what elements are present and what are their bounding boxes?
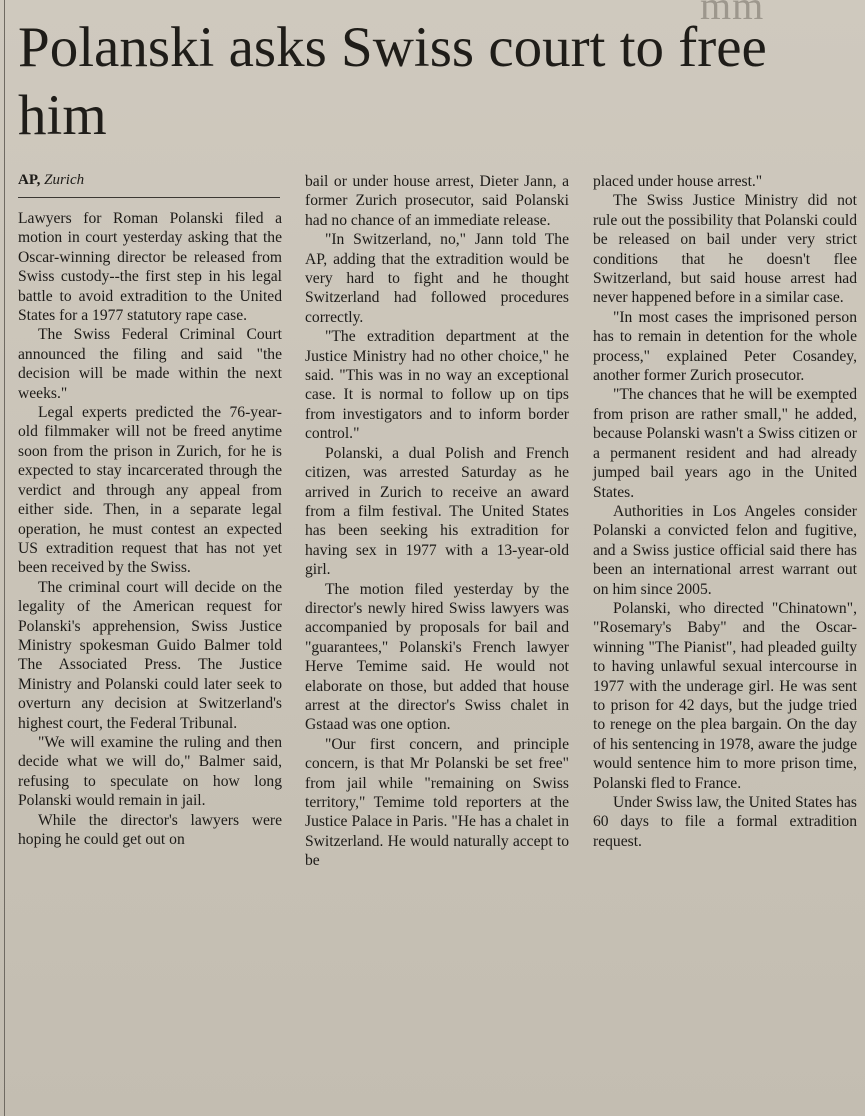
article-paragraph: The motion filed yesterday by the director's newly hired Swiss lawyers was accompanied by proposals for bail and "guarantees," Polanski's French lawyer Herve Temime said. He would not elaborate on those, but added that house arrest at the director's Swiss chalet in Gstaad was one option. — [305, 580, 569, 734]
byline — [18, 172, 280, 189]
article-paragraph: The Swiss Federal Criminal Court announced the filing and said "the decision will be made within the next weeks." — [18, 326, 282, 402]
article-column-1 — [18, 209, 282, 849]
article-paragraph: placed under house arrest." — [593, 173, 763, 190]
article-paragraph: Polanski, who directed "Chinatown", "Rosemary's Baby" and the Oscar-winning "The Pianist", had pleaded guilty to having unlawful sexual intercourse in 1977 with the underage girl. He was sent to prison for 42 days, but the judge tried to renege on the plea bargain. On the day of his sentencing in 1978, aware the judge would sentence him to more prison time, Polanski fled to France. — [593, 599, 857, 792]
byline-location: Zurich — [44, 172, 85, 188]
article-paragraph: Under Swiss law, the United States has 60 days to file a formal extradition request. — [593, 794, 857, 850]
article-paragraph: The criminal court will decide on the legality of the American request for Polanski's apprehension, Swiss Justice Ministry spokesman Guido Balmer told The Associated Press. The Justice Ministry and Polanski could later seek to overturn any decision at Switzerland's highest court, the Federal Tribunal. — [18, 578, 282, 732]
byline-source: AP, — [18, 172, 41, 188]
article-paragraph: While the director's lawyers were hoping he could get out on — [18, 811, 282, 848]
headline: Polanski asks Swiss court to free him — [18, 16, 767, 147]
article-paragraph: "We will examine the ruling and then decide what we will do," Balmer said, refusing to speculate on how long Polanski would remain in jail. — [18, 733, 282, 810]
bleed-through-text: mm — [700, 0, 765, 28]
article-paragraph: "The chances that he will be exempted from prison are rather small," he added, because Polanski wasn't a Swiss citizen or a permanent resident and had already jumped bail years ago in the United States. — [593, 386, 857, 501]
article-paragraph: "In Switzerland, no," Jann told The AP, adding that the extradition would be very hard to fight and he thought Switzerland had followed procedures correctly. — [305, 231, 569, 326]
article-paragraph: The Swiss Justice Ministry did not rule out the possibility that Polanski could be released on bail under very strict conditions that he doesn't flee Switzerland, but said house arrest had never happened before in a similar case. — [593, 192, 857, 307]
article-paragraph: bail or under house arrest, Dieter Jann, a former Zurich prosecutor, said Polanski had no chance of an immediate release. — [305, 173, 569, 229]
column-rule — [4, 0, 5, 1116]
article-paragraph: "Our first concern, and principle concern, is that Mr Polanski be set free" from jail while "remaining on Swiss territory," Temime told reporters at the Justice Palace in Paris. "He has a chalet in Switzerland. He would naturally accept to be — [305, 735, 569, 870]
article-column-2 — [305, 172, 569, 871]
article-paragraph: "In most cases the imprisoned person has to remain in detention for the whole process," explained Peter Cosandey, another former Zurich prosecutor. — [593, 308, 857, 385]
article-paragraph: Polanski, a dual Polish and French citizen, was arrested Saturday as he arrived in Zurich to receive an award from a film festival. The United States has been seeking his extradition for having sex in 1977 with a 13-year-old girl. — [305, 444, 569, 579]
article-paragraph: "The extradition department at the Justice Ministry had no other choice," he said. "This was in no way an exceptional case. It is normal to follow up on tips from investigators and to inform border control." — [305, 328, 569, 443]
article-paragraph: Lawyers for Roman Polanski filed a motion in court yesterday asking that the Oscar-winning director be released from Swiss custody--the first step in his legal battle to avoid extradition to the United States for a 1977 statutory rape case. — [18, 210, 282, 325]
article-column-3 — [593, 172, 857, 851]
article-paragraph: Legal experts predicted the 76-year-old filmmaker will not be freed anytime soon from the prison in Zurich, for he is expected to stay incarcerated through the verdict and through any appeal from either side. Then, in a separate legal operation, he must contest an expected US extradition request that has not yet been received by the Swiss. — [18, 404, 282, 577]
byline-divider — [18, 197, 280, 198]
article-paragraph: Authorities in Los Angeles consider Polanski a convicted felon and fugitive, and a Swiss justice official said there has been an international arrest warrant out on him since 2005. — [593, 502, 857, 598]
